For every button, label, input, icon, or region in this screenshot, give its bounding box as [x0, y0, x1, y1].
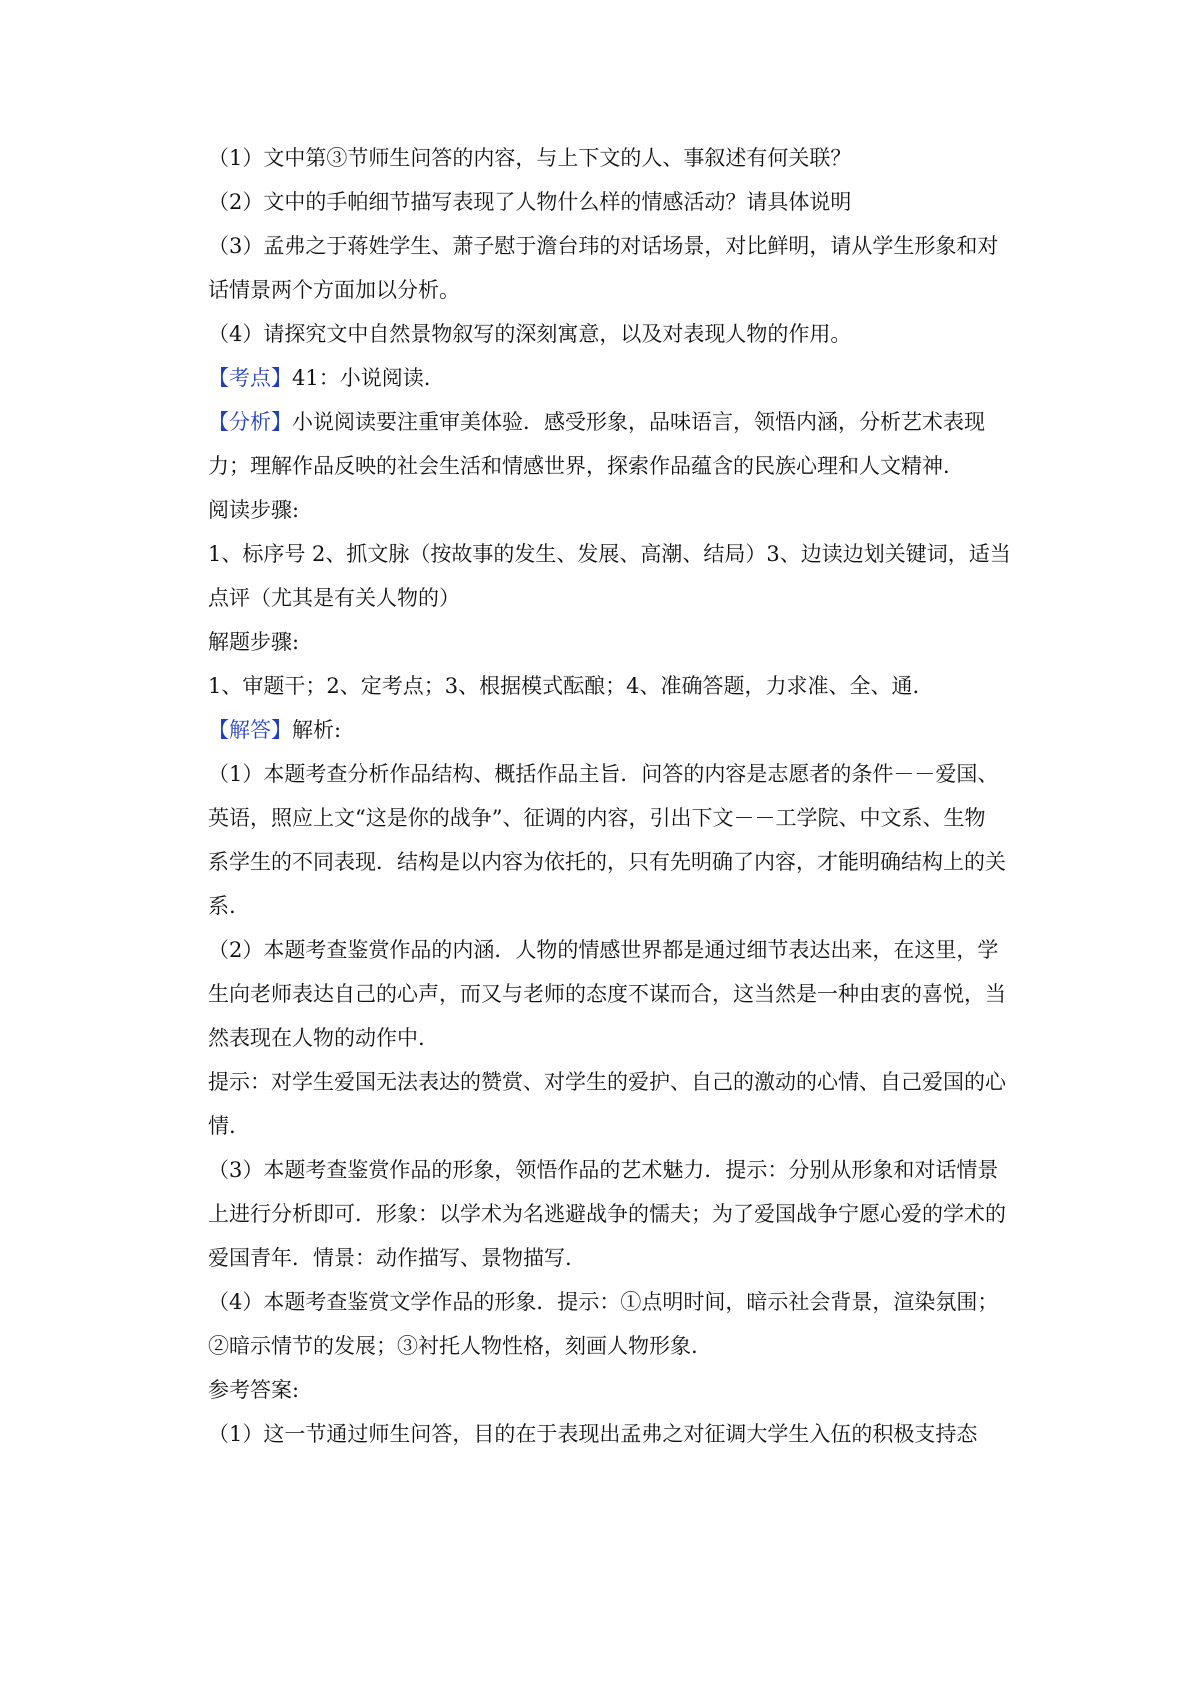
reference-answer-1: （1）这一节通过师生问答，目的在于表现出孟弗之对征调大学生入伍的积极支持态 — [208, 1422, 978, 1446]
question-2: （2）文中的手帕细节描写表现了人物什么样的情感活动？请具体说明 — [208, 190, 852, 214]
answer-2-line-1: （2）本题考查鉴赏作品的内涵．人物的情感世界都是通过细节表达出来，在这里，学 — [208, 938, 999, 962]
answer-1-line-4: 系. — [208, 894, 236, 918]
answer-4-line-2: ②暗示情节的发展；③衬托人物性格，刻画人物形象. — [208, 1334, 698, 1358]
fenxi-tag: 【分析】 — [208, 410, 292, 434]
question-3-line-2: 话情景两个方面加以分析。 — [208, 278, 460, 302]
question-3-line-1: （3）孟弗之于蒋姓学生、萧子慰于澹台玮的对话场景，对比鲜明，请从学生形象和对 — [208, 234, 999, 258]
reading-steps-heading: 阅读步骤: — [208, 498, 300, 522]
kaodian-text: 41：小说阅读. — [292, 366, 431, 390]
kaodian-line — [208, 363, 1028, 393]
answer-2-line-2: 生向老师表达自己的心声，而又与老师的态度不谋而合，这当然是一种由衷的喜悦，当 — [208, 982, 1006, 1006]
kaodian-tag: 【考点】 — [208, 366, 292, 390]
jieda-tag: 【解答】 — [208, 718, 292, 742]
reading-steps-line-1: 1、标序号 2、抓文脉（按故事的发生、发展、高潮、结局）3、边读边划关键词，适当 — [208, 542, 1011, 566]
hint-line-1: 提示：对学生爱国无法表达的赞赏、对学生的爱护、自己的激动的心情、自己爱国的心 — [208, 1070, 1006, 1094]
answer-3-line-3: 爱国青年．情景：动作描写、景物描写. — [208, 1246, 572, 1270]
answer-3-line-1: （3）本题考查鉴赏作品的形象，领悟作品的艺术魅力．提示：分别从形象和对话情景 — [208, 1158, 999, 1182]
jieda-line — [208, 715, 1028, 745]
jieda-text: 解析: — [292, 718, 342, 742]
answer-4-line-1: （4）本题考查鉴赏文学作品的形象．提示：①点明时间，暗示社会背景，渲染氛围； — [208, 1290, 999, 1314]
answer-3-line-2: 上进行分析即可．形象：以学术为名逃避战争的懦夫；为了爱国战争宁愿心爱的学术的 — [208, 1202, 1006, 1226]
question-1: （1）文中第③节师生问答的内容，与上下文的人、事叙述有何关联？ — [208, 146, 852, 170]
fenxi-line-2: 力；理解作品反映的社会生活和情感世界，探索作品蕴含的民族心理和人文精神. — [208, 454, 950, 478]
solving-steps-text: 1、审题干；2、定考点；3、根据模式酝酿；4、准确答题，力求准、全、通. — [208, 674, 920, 698]
reading-steps-line-2: 点评（尤其是有关人物的） — [208, 586, 460, 610]
answer-1-line-2: 英语，照应上文“这是你的战争”、征调的内容，引出下文－－工学院、中文系、生物 — [208, 806, 986, 830]
answer-2-line-3: 然表现在人物的动作中. — [208, 1026, 425, 1050]
answer-1-line-1: （1）本题考查分析作品结构、概括作品主旨．问答的内容是志愿者的条件－－爱国、 — [208, 762, 999, 786]
answer-1-line-3: 系学生的不同表现．结构是以内容为依托的，只有先明确了内容，才能明确结构上的关 — [208, 850, 1006, 874]
fenxi-line-1 — [208, 407, 1028, 437]
fenxi-text: 小说阅读要注重审美体验．感受形象，品味语言，领悟内涵，分析艺术表现 — [292, 410, 985, 434]
hint-line-2: 情. — [208, 1114, 236, 1138]
question-4: （4）请探究文中自然景物叙写的深刻寓意，以及对表现人物的作用。 — [208, 322, 852, 346]
reference-answer-heading: 参考答案: — [208, 1378, 300, 1402]
solving-steps-heading: 解题步骤: — [208, 630, 300, 654]
